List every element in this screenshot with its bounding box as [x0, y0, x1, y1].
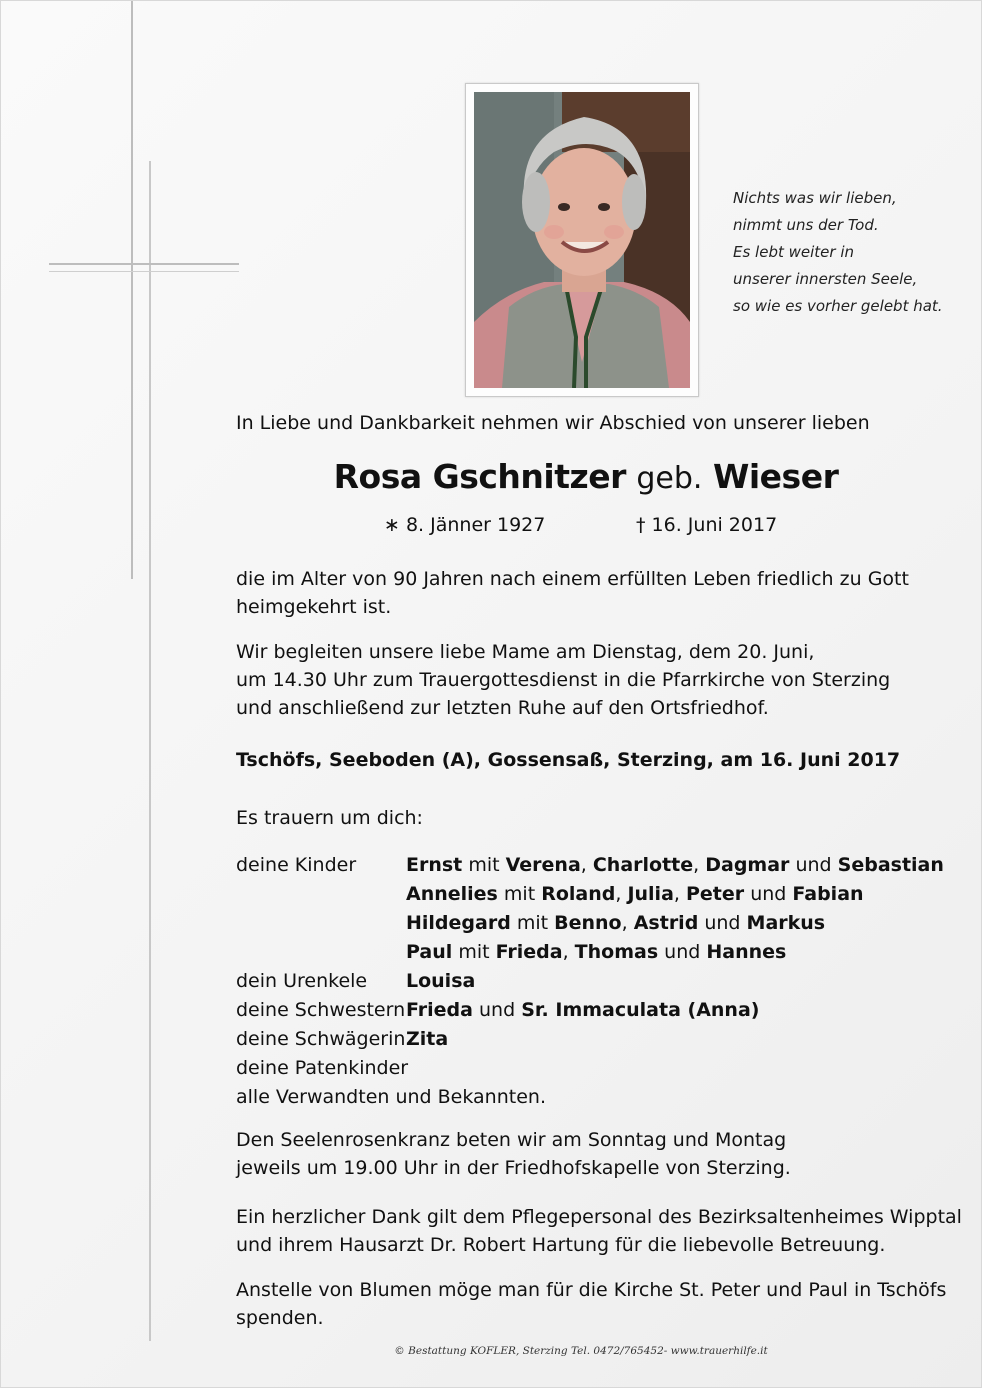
text-line: Den Seelenrosenkranz beten wir am Sonntag und Montag [236, 1129, 787, 1151]
relation-label: dein Urenkele [236, 970, 368, 992]
family-row [236, 1025, 936, 1054]
mourners-heading: Es trauern um dich: [236, 807, 423, 829]
deceased-name [236, 457, 936, 499]
text-line: und ihrem Hausarzt Dr. Robert Hartung für die liebevolle Betreuung. [236, 1234, 886, 1256]
text-line: Ein herzlicher Dank gilt dem Pflegepersonal des Bezirksaltenheimes Wipptal [236, 1206, 962, 1228]
name-maiden: Wieser [712, 457, 839, 496]
family-row [236, 967, 936, 996]
paragraph-thanks [236, 1203, 962, 1259]
paragraph-flowers [236, 1276, 947, 1332]
family-list [236, 851, 944, 1112]
family-row [236, 938, 936, 967]
portrait-frame [465, 83, 699, 397]
family-row [236, 1054, 936, 1083]
relation-label: deine Schwägerin [236, 1028, 406, 1050]
text-line: Anstelle von Blumen möge man für die Kirche St. Peter und Paul in Tschöfs [236, 1279, 947, 1301]
name-first-last: Rosa Gschnitzer [333, 457, 626, 496]
relatives: Hildegard mit Benno, Astrid und Markus [406, 912, 826, 934]
family-row [236, 909, 936, 938]
relation-label: deine Kinder [236, 854, 357, 876]
cross-vertical-line-inner [149, 161, 151, 1341]
quote-line: nimmt uns der Tod. [733, 216, 879, 234]
quote-line: unserer innersten Seele, [733, 270, 918, 288]
text-line: um 14.30 Uhr zum Trauergottesdienst in die Pfarrkirche von Sterzing [236, 669, 891, 691]
family-row [236, 996, 936, 1025]
footer-credit: © Bestattung KOFLER, Sterzing Tel. 0472/765452- www.trauerhilfe.it [394, 1345, 768, 1357]
text-line: die im Alter von 90 Jahren nach einem erfüllten Leben friedlich zu Gott [236, 568, 909, 590]
quote-line: Es lebt weiter in [733, 243, 855, 261]
text-line: spenden. [236, 1307, 324, 1329]
text-line: heimgekehrt ist. [236, 596, 392, 618]
relatives: Paul mit Frieda, Thomas und Hannes [406, 941, 787, 963]
quote-line: so wie es vorher gelebt hat. [733, 297, 943, 315]
portrait-illustration [474, 92, 690, 388]
relation-label: deine Schwestern [236, 999, 406, 1021]
birth-date: ∗ 8. Jänner 1927 [384, 514, 546, 536]
relation-label: alle Verwandten und Bekannten. [236, 1086, 546, 1108]
relation-label: deine Patenkinder [236, 1057, 409, 1079]
relatives: Annelies mit Roland, Julia, Peter und Fabian [406, 883, 864, 905]
death-date: † 16. Juni 2017 [636, 514, 778, 536]
family-row [236, 880, 936, 909]
text-line: Wir begleiten unsere liebe Mame am Dienstag, dem 20. Juni, [236, 641, 815, 663]
relatives: Frieda und Sr. Immaculata (Anna) [406, 999, 760, 1021]
paragraph-rosary [236, 1126, 926, 1182]
paragraph-funeral [236, 638, 926, 722]
place-date: Tschöfs, Seeboden (A), Gossensaß, Sterzing, am 16. Juni 2017 [236, 749, 901, 771]
relatives: Zita [406, 1028, 449, 1050]
name-geb: geb. [636, 461, 703, 496]
cross-horizontal-line [49, 263, 239, 265]
portrait-photo [474, 92, 690, 388]
intro-text: In Liebe und Dankbarkeit nehmen wir Abschied von unserer lieben [236, 412, 870, 434]
text-line: und anschließend zur letzten Ruhe auf den Ortsfriedhof. [236, 697, 769, 719]
family-row [236, 1083, 936, 1112]
quote-line: Nichts was wir lieben, [733, 189, 897, 207]
family-row [236, 851, 944, 880]
cross-vertical-line [131, 1, 133, 579]
relatives: Ernst mit Verena, Charlotte, Dagmar und Sebastian [406, 854, 944, 876]
quote [733, 185, 963, 320]
cross-horizontal-line-inner [49, 271, 239, 272]
text-line: jeweils um 19.00 Uhr in der Friedhofskapelle von Sterzing. [236, 1157, 791, 1179]
paragraph-age [236, 565, 926, 621]
relatives: Louisa [406, 970, 476, 992]
